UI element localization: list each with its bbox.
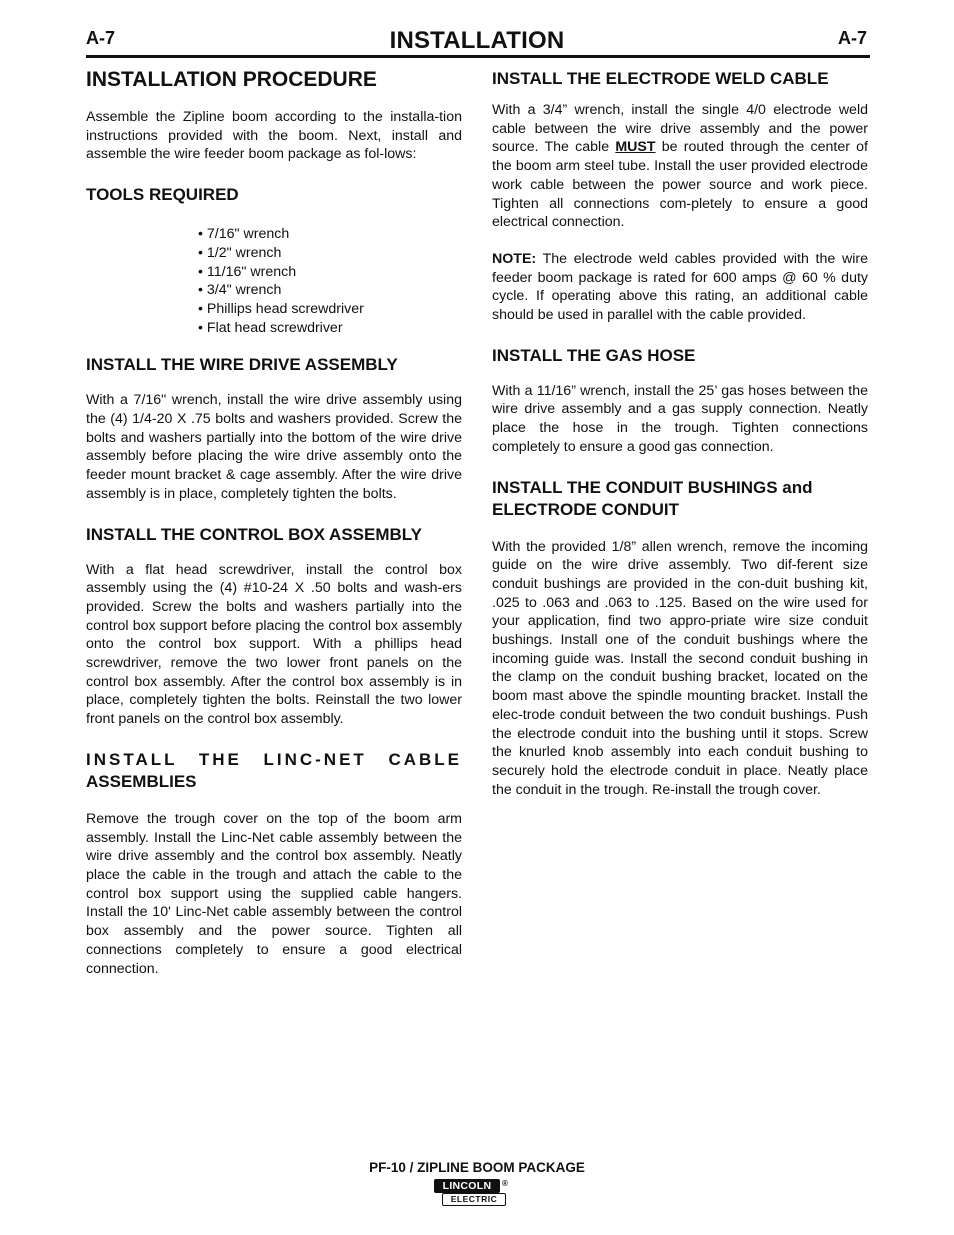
installation-procedure-text: Assemble the Zipline boom according to the installa-tion instructions provided with the boom. Next, install and assemble the wire feeder boom package as fol-lows: — [86, 109, 462, 163]
list-item: • 1/2" wrench — [198, 244, 462, 263]
page-title: INSTALLATION — [389, 27, 565, 54]
list-item: • Flat head screwdriver — [198, 319, 462, 338]
lincnet-heading-line-2: ASSEMBLIES — [86, 771, 197, 791]
weld-cable-text-b: be routed through the center of the boom arm steel tube. Install the user provided electrode work cable between the power source and work piece. Tighten all connections com-pletely to ensure a good electrical connection. — [492, 139, 868, 231]
wire-drive-text: With a 7/16" wrench, install the wire drive assembly using the (4) 1/4-20 X .75 bolts and washers provided. Screw the bolts and washers partially into the bottom of the wire drive assembly before placing the wire drive assembly onto the feeder mount bracket & cage assembly. After the wire drive assembly is in place, completely tighten the bolts. — [86, 392, 462, 502]
list-item: • 7/16" wrench — [198, 225, 462, 244]
lincnet-heading — [86, 749, 462, 793]
installation-procedure-heading: INSTALLATION PROCEDURE — [86, 68, 377, 91]
control-box-heading: INSTALL THE CONTROL BOX ASSEMBLY — [86, 524, 422, 544]
lincoln-electric-logo — [434, 1179, 510, 1207]
right-column — [492, 66, 868, 817]
tools-required-heading: TOOLS REQUIRED — [86, 185, 239, 205]
must-emphasis: MUST — [615, 139, 656, 156]
logo-bottom-text: ELECTRIC — [442, 1193, 506, 1206]
note-text — [492, 250, 868, 325]
registered-mark: ® — [502, 1179, 508, 1188]
note-body: The electrode weld cables provided with the wire feeder boom package is rated for 600 amps @ 60 % duty cycle. If operating above this rating, an additional cable should be used in parallel with the cable provided. — [492, 250, 869, 324]
lincnet-text: Remove the trough cover on the top of the boom arm assembly. Install the Linc-Net cable assembly between the wire drive assembly and the control box assembly. Neatly place the cable in the trough and attach the cable to the control box support using the supplied cable hangers. Install the 10' Linc-Net cable assembly between the control box assembly and the power source. Tighten all connections completely to ensure a good electrical connection. — [86, 810, 462, 977]
page-number-left: A-7 — [86, 28, 116, 48]
weld-cable-heading: INSTALL THE ELECTRODE WELD CABLE — [492, 69, 829, 88]
wire-drive-heading: INSTALL THE WIRE DRIVE ASSEMBLY — [86, 355, 398, 375]
tools-list — [198, 225, 462, 337]
note-label: NOTE: — [492, 250, 537, 267]
list-item: • Phillips head screwdriver — [198, 300, 462, 319]
logo-top-text: LINCOLN — [434, 1179, 500, 1193]
footer-product-name: PF-10 / ZIPLINE BOOM PACKAGE — [369, 1160, 585, 1175]
list-item: • 11/16" wrench — [198, 263, 462, 282]
control-box-text: With a flat head screwdriver, install the control box assembly using the (4) #10-24 X .50 bolts and wash-ers provided. Screw the bolts and washers partially into the control box support before placing the control box assembly onto the control box support. With a phillips head screwdriver, remove the two lower front panels on the control box assembly. After the control box assembly is in place, completely tighten the bolts. Reinstall the two lower front panels on the control box assembly. — [86, 561, 462, 728]
lincnet-heading-line-1: INSTALL THE LINC-NET CABLE — [86, 749, 462, 769]
weld-cable-text — [492, 101, 868, 232]
page-number-right: A-7 — [838, 28, 868, 48]
weld-cable-text-a: With a 3/4” wrench, install the single 4/0 electrode weld cable between the wire drive assembly and the power source. The cable — [492, 102, 868, 156]
left-column — [86, 66, 462, 996]
header-rule — [86, 55, 870, 58]
conduit-heading: INSTALL THE CONDUIT BUSHINGS and ELECTRODE CONDUIT — [492, 477, 813, 519]
list-item: • 3/4" wrench — [198, 281, 462, 300]
conduit-text: With the provided 1/8” allen wrench, remove the incoming guide on the wire drive assembly. Two dif-ferent size conduit bushings are provided in the con-duit bushing kit, .025 to .063 and .063 to .125. Based on the wire used for your application, find two appro-priate wire size conduit bushings. Install one of the conduit bushings where the incoming guide was. Install the second conduit bushing in the clamp on the conduit bushing bracket, located on the boom mast above the spindle mounting bracket. Install the elec-trode conduit between the two conduit bushings. Push the electrode conduit into the bushing until it stops. Screw the knurled knob assembly into each conduit bushing to securely hold the electrode conduit in place. Neatly place the conduit in the trough. Re-install the trough cover. — [492, 538, 868, 798]
gas-hose-text: With a 11/16” wrench, install the 25’ gas hoses between the wire drive assembly and a gas supply connection. Neatly place the hose in the trough. Tighten connections completely to ensure a good gas connection. — [492, 382, 868, 455]
gas-hose-heading: INSTALL THE GAS HOSE — [492, 345, 696, 365]
